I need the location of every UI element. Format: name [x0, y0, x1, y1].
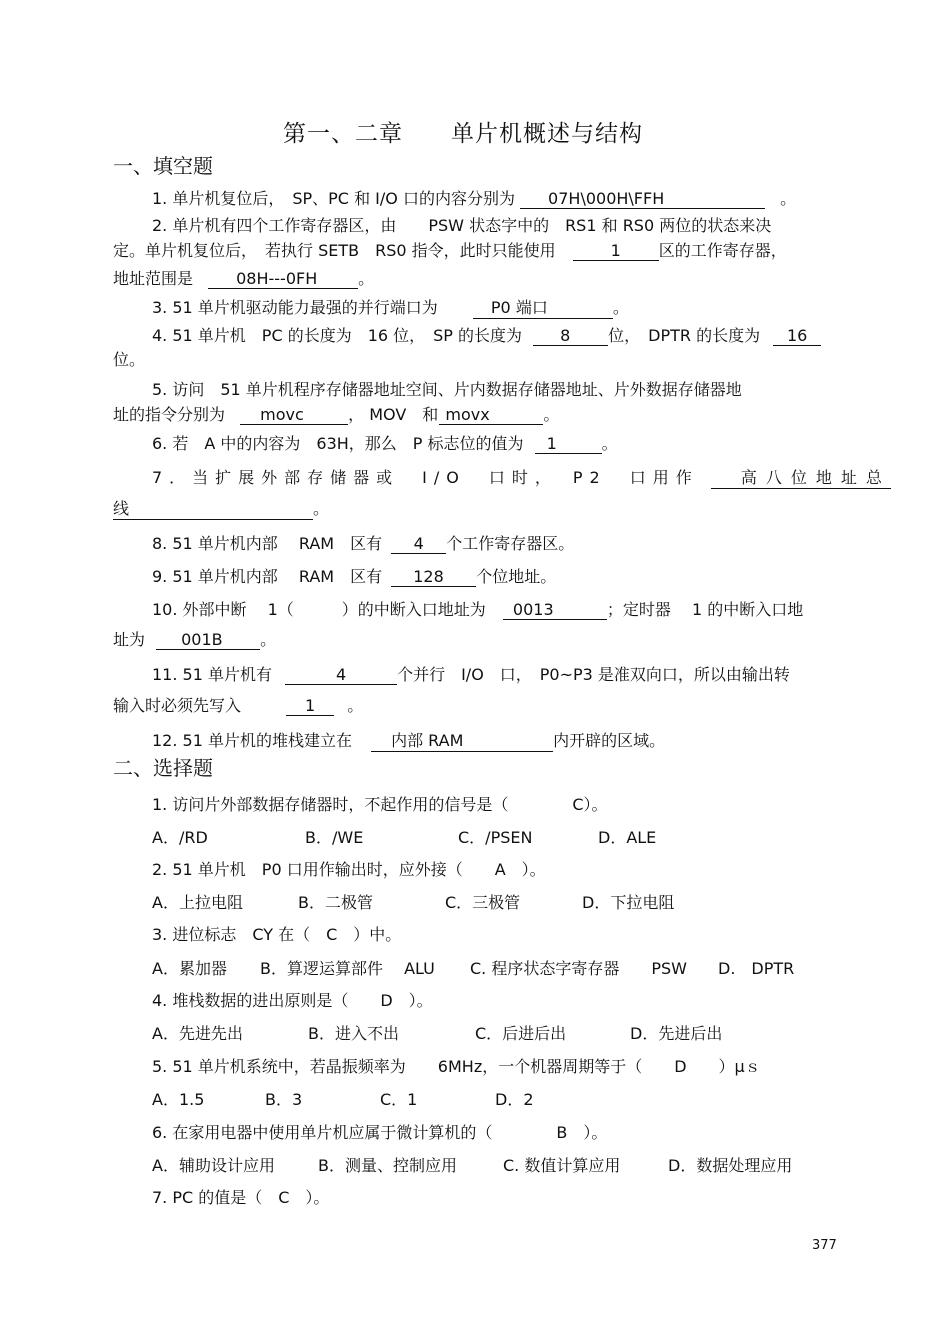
choice-q2-option-a: A．上拉电阻 — [152, 893, 243, 912]
fill-q10-text3: 址为 — [113, 630, 146, 649]
choice-q6-option-c: C. 数值计算应用 — [503, 1156, 621, 1175]
fill-q4-text: 4. 51 单片机 PC 的长度为 16 位， SP 的长度为 — [152, 326, 523, 345]
choice-q2-stem: 2. 51 单片机 P0 口用作输出时，应外接（ A ）。 — [152, 860, 546, 879]
fill-q8-text: 8. 51 单片机内部 RAM 区有 — [152, 534, 383, 553]
fill-q2-line3 — [113, 266, 374, 289]
fill-q9-text: 9. 51 单片机内部 RAM 区有 — [152, 567, 383, 586]
fill-q1-answer: 07H\000H\FFH — [520, 189, 765, 209]
fill-q4-text2: 位， DPTR 的长度为 — [608, 326, 761, 345]
fill-q5-answer2: movx — [439, 405, 543, 425]
choice-q5-option-d: D．2 — [495, 1090, 534, 1109]
fill-q7-answer: 高八位地址总 — [711, 465, 891, 489]
fill-q5-text2: ， MOV 和 — [348, 405, 439, 424]
fill-q12-text: 12. 51 单片机的堆栈建立在 — [152, 731, 352, 750]
page-number: 377 — [812, 1238, 837, 1253]
section-heading-choice: 二、选择题 — [113, 756, 213, 780]
fill-q12-end: 内开辟的区域。 — [553, 731, 666, 750]
fill-q3-text: 3. 51 单片机驱动能力最强的并行端口为 — [152, 298, 438, 317]
choice-q3-option-d: D. DPTR — [718, 959, 795, 978]
fill-q8-answer: 4 — [391, 534, 446, 554]
fill-q2-answer1: 1 — [573, 241, 659, 261]
fill-q7-end: 。 — [313, 499, 330, 518]
choice-q5-stem: 5. 51 单片机系统中，若晶振频率为 6MHz，一个机器周期等于（ D ）μｓ — [152, 1057, 761, 1076]
choice-q5-option-c: C．1 — [380, 1090, 418, 1109]
fill-q11-text: 11. 51 单片机有 — [152, 665, 272, 684]
choice-q3-option-b: B．算逻运算部件 ALU — [260, 959, 435, 978]
choice-q5-option-a: A．1.5 — [152, 1090, 205, 1109]
choice-q2-option-b: B．二极管 — [298, 893, 373, 912]
choice-q1-option-c: C．/PSEN — [458, 828, 533, 847]
fill-q4 — [152, 323, 821, 346]
fill-q2-text3: 地址范围是 — [113, 269, 194, 288]
fill-q9 — [152, 564, 556, 587]
choice-q6-option-d: D．数据处理应用 — [668, 1156, 793, 1175]
fill-q11-text2: 个并行 I/O 口， P0~P3 是准双向口，所以由输出转 — [397, 665, 790, 684]
fill-q10-text2: ；定时器 1 的中断入口地 — [606, 600, 804, 619]
fill-q10-line2 — [113, 627, 276, 650]
fill-q5-end: 。 — [543, 405, 560, 424]
fill-q11 — [152, 662, 790, 685]
choice-q3-stem: 3. 进位标志 CY 在（ C ）中。 — [152, 925, 402, 944]
fill-q4-line2: 位。 — [113, 350, 146, 369]
choice-q1-option-b: B．/WE — [305, 828, 364, 847]
fill-q6 — [152, 431, 618, 454]
fill-q11-answer2: 1 — [286, 696, 334, 716]
fill-q7-line2 — [113, 496, 329, 520]
fill-q12-answer: 内部 RAM — [371, 728, 553, 752]
page-title: 第一、二章 单片机概述与结构 — [283, 121, 643, 147]
fill-q5-line1: 5. 访问 51 单片机程序存储器地址空间、片内数据存储器地址、片外数据存储器地 — [152, 380, 742, 399]
fill-q3 — [152, 295, 629, 319]
choice-q3-option-c: C. 程序状态字寄存器 PSW — [470, 959, 687, 978]
fill-q8-end: 个工作寄存器区。 — [446, 534, 575, 553]
fill-q2-line2 — [113, 238, 787, 261]
fill-q5-line2 — [113, 402, 559, 425]
choice-q4-stem: 4. 堆栈数据的进出原则是（ D ）。 — [152, 991, 433, 1010]
fill-q3-end: 。 — [612, 298, 629, 317]
fill-q2-text2: 区的工作寄存器， — [658, 241, 787, 260]
choice-q4-option-d: D．先进后出 — [630, 1024, 723, 1043]
choice-q6-option-b: B．测量、控制应用 — [318, 1156, 457, 1175]
choice-q4-option-b: B．进入不出 — [308, 1024, 399, 1043]
choice-q4-option-c: C．后进后出 — [475, 1024, 567, 1043]
choice-q3-option-a: A．累加器 — [152, 959, 227, 978]
choice-q5-option-b: B．3 — [265, 1090, 303, 1109]
fill-q10-answer1: 0013 — [503, 600, 607, 620]
fill-q11-text3: 输入时必须先写入 — [113, 696, 242, 715]
choice-q1-option-a: A．/RD — [152, 828, 208, 847]
choice-q2-option-d: D．下拉电阻 — [582, 893, 675, 912]
fill-q5-text: 址的指令分别为 — [113, 405, 226, 424]
fill-q2-answer2: 08H---0FH — [208, 269, 358, 289]
fill-q11-answer1: 4 — [285, 665, 397, 685]
fill-q10-answer2: 001B — [156, 630, 260, 650]
fill-q1-end: 。 — [780, 189, 797, 208]
fill-q6-text: 6. 若 A 中的内容为 63H，那么 P 标志位的值为 — [152, 434, 524, 453]
fill-q3-answer: P0 端口 — [473, 295, 613, 319]
fill-q2-text: 定。单片机复位后， 若执行 SETB RS0 指令，此时只能使用 — [113, 241, 556, 260]
fill-q9-end: 个位地址。 — [476, 567, 557, 586]
fill-q10 — [152, 597, 803, 620]
fill-q2-line1: 2. 单片机有四个工作寄存器区，由 PSW 状态字中的 RS1 和 RS0 两位的状态来决 — [152, 216, 772, 235]
choice-q7-stem: 7. PC 的值是（ C ）。 — [152, 1188, 330, 1207]
fill-q5-answer1: movc — [240, 405, 348, 425]
fill-q4-answer2: 16 — [773, 326, 821, 346]
fill-q10-text: 10. 外部中断 1（ ）的中断入口地址为 — [152, 600, 486, 619]
fill-q6-answer: 1 — [535, 434, 602, 454]
choice-q1-option-d: D．ALE — [598, 828, 657, 847]
fill-q7-text: 7．当扩展外部存储器或 I/O 口时， P2 口用作 — [152, 468, 699, 487]
section-heading-fill: 一、填空题 — [113, 154, 213, 178]
choice-q4-option-a: A．先进先出 — [152, 1024, 243, 1043]
choice-q6-option-a: A．辅助设计应用 — [152, 1156, 275, 1175]
fill-q10-end: 。 — [260, 630, 277, 649]
fill-q12 — [152, 728, 665, 752]
fill-q9-answer: 128 — [391, 567, 476, 587]
fill-q1 — [152, 186, 796, 209]
fill-q1-text: 1. 单片机复位后， SP、PC 和 I/O 口的内容分别为 — [152, 189, 515, 208]
fill-q4-answer1: 8 — [533, 326, 608, 346]
choice-q6-stem: 6. 在家用电器中使用单片机应属于微计算机的（ B ）。 — [152, 1123, 608, 1142]
fill-q7 — [152, 465, 891, 489]
fill-q11-end: 。 — [347, 696, 364, 715]
fill-q11-line2 — [113, 693, 363, 716]
fill-q8 — [152, 531, 574, 554]
fill-q7-answer-cont: 线 — [113, 496, 313, 520]
fill-q6-end: 。 — [601, 434, 618, 453]
fill-q2-end: 。 — [358, 269, 375, 288]
choice-q2-option-c: C．三极管 — [445, 893, 521, 912]
choice-q1-stem: 1. 访问片外部数据存储器时，不起作用的信号是（ C）。 — [152, 795, 608, 814]
